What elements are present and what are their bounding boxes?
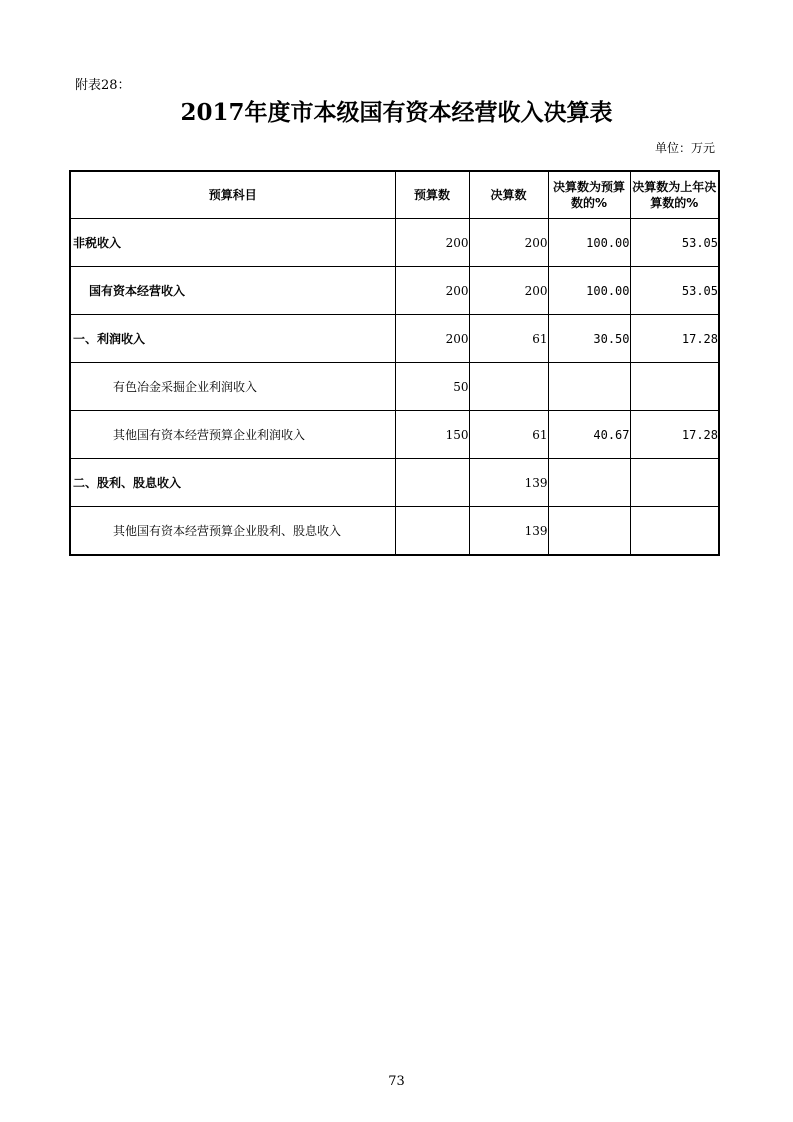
header-pct-of-budget: 决算数为预算数的% <box>548 171 630 219</box>
table-row <box>70 507 719 556</box>
final-cell: 139 <box>469 459 548 507</box>
header-final: 决算数 <box>469 171 548 219</box>
item-name-cell: 非税收入 <box>70 219 395 267</box>
item-name-cell: 其他国有资本经营预算企业利润收入 <box>70 411 395 459</box>
final-cell: 61 <box>469 411 548 459</box>
pct-of-last-year-cell <box>630 507 719 556</box>
page-title: 2017年度市本级国有资本经营收入决算表 <box>180 99 613 126</box>
budget-cell: 200 <box>395 219 469 267</box>
pct-of-budget-cell <box>548 363 630 411</box>
pct-of-budget-cell: 100.00 <box>548 267 630 315</box>
item-name-cell: 二、股利、股息收入 <box>70 459 395 507</box>
table-row <box>70 219 719 267</box>
pct-of-last-year-cell <box>630 363 719 411</box>
pct-of-last-year-cell: 17.28 <box>630 315 719 363</box>
budget-cell: 200 <box>395 267 469 315</box>
item-name-cell: 有色冶金采掘企业利润收入 <box>70 363 395 411</box>
attachment-label: 附表28： <box>75 78 131 93</box>
pct-of-budget-cell: 100.00 <box>548 219 630 267</box>
header-budget: 预算数 <box>395 171 469 219</box>
item-name-cell: 国有资本经营收入 <box>70 267 395 315</box>
pct-of-budget-cell: 30.50 <box>548 315 630 363</box>
final-cell: 61 <box>469 315 548 363</box>
pct-of-last-year-cell <box>630 459 719 507</box>
final-accounts-table <box>69 170 720 556</box>
final-cell: 200 <box>469 267 548 315</box>
table-header-row <box>70 171 719 219</box>
item-name-cell: 其他国有资本经营预算企业股利、股息收入 <box>70 507 395 556</box>
table-row <box>70 411 719 459</box>
final-cell <box>469 363 548 411</box>
unit-label: 单位：万元 <box>654 141 715 155</box>
budget-cell: 50 <box>395 363 469 411</box>
pct-of-budget-cell <box>548 459 630 507</box>
budget-cell: 200 <box>395 315 469 363</box>
header-pct-of-last-year: 决算数为上年决算数的% <box>630 171 719 219</box>
budget-cell: 150 <box>395 411 469 459</box>
final-cell: 200 <box>469 219 548 267</box>
table-row <box>70 267 719 315</box>
table-row <box>70 315 719 363</box>
pct-of-last-year-cell: 53.05 <box>630 219 719 267</box>
table-row <box>70 459 719 507</box>
item-name-cell: 一、利润收入 <box>70 315 395 363</box>
budget-cell <box>395 507 469 556</box>
pct-of-last-year-cell: 53.05 <box>630 267 719 315</box>
table-body <box>70 219 719 556</box>
pct-of-budget-cell: 40.67 <box>548 411 630 459</box>
budget-cell <box>395 459 469 507</box>
page-number: 73 <box>388 1074 405 1089</box>
pct-of-budget-cell <box>548 507 630 556</box>
final-cell: 139 <box>469 507 548 556</box>
pct-of-last-year-cell: 17.28 <box>630 411 719 459</box>
table-row <box>70 363 719 411</box>
header-item: 预算科目 <box>70 171 395 219</box>
